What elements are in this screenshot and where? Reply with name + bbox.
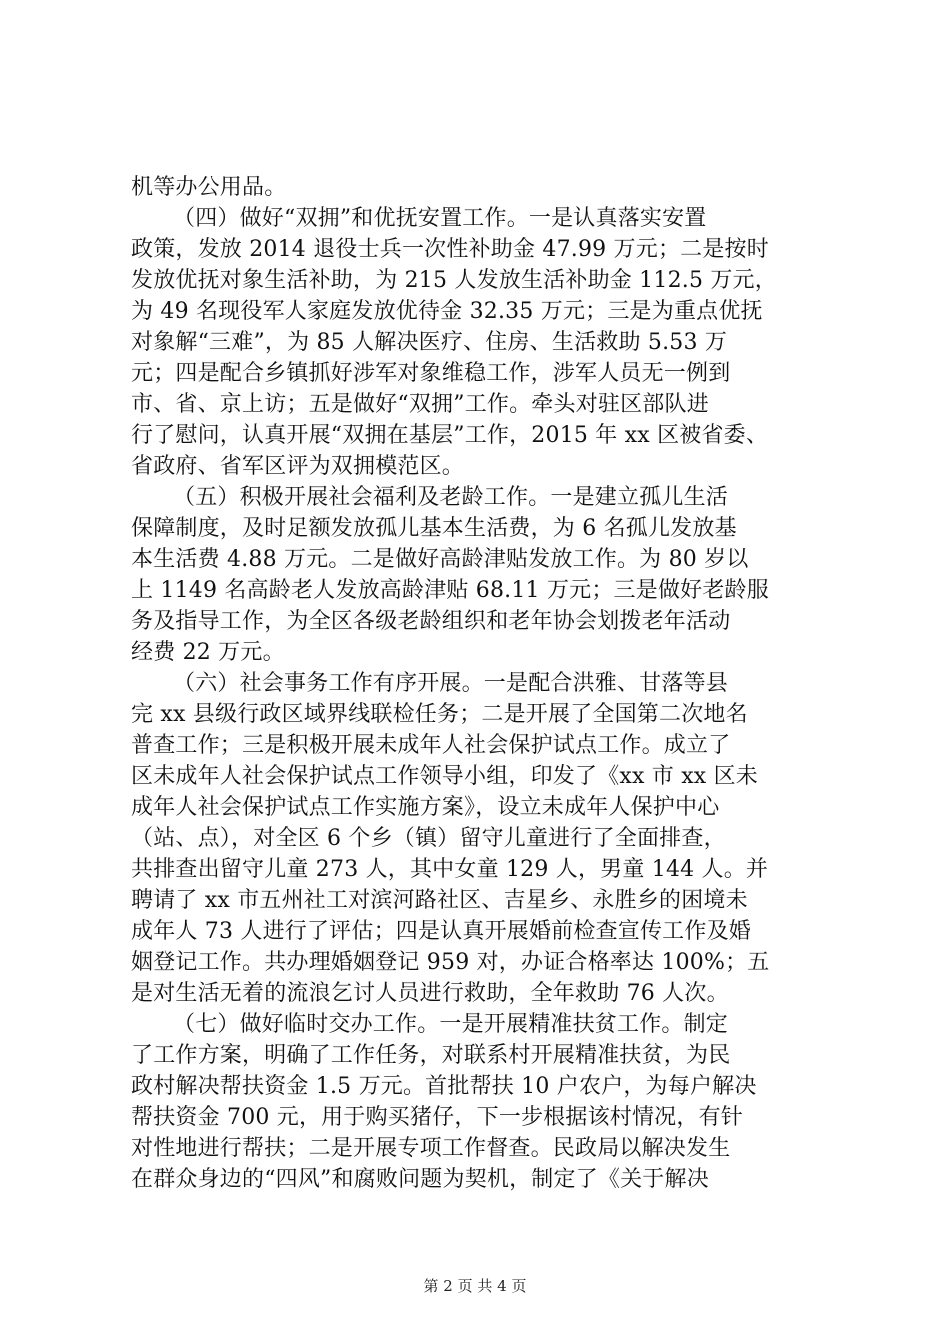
text-line: 政策，发放 2014 退役士兵一次性补助金 47.99 万元；二是按时 [131, 237, 769, 262]
text-line: 完 xx 县级行政区域界线联检任务；二是开展了全国第二次地名 [131, 702, 748, 727]
text-line: 聘请了 xx 市五州社工对滨河路社区、吉星乡、永胜乡的困境未 [131, 888, 748, 913]
text-line: 上 1149 名高龄老人发放高龄津贴 68.11 万元；三是做好老龄服 [131, 578, 769, 603]
text-line: 发放优抚对象生活补助，为 215 人发放生活补助金 112.5 万元， [131, 268, 777, 293]
text-line: 对性地进行帮扶；二是开展专项工作督查。民政局以解决发生 [131, 1136, 731, 1161]
page-footer: 第 2 页 共 4 页 [423, 1277, 527, 1295]
text-line: 本生活费 4.88 万元。二是做好高龄津贴发放工作。为 80 岁以 [131, 547, 749, 572]
text-line: 是对生活无着的流浪乞讨人员进行救助，全年救助 76 人次。 [131, 981, 729, 1006]
text-line: （站、点），对全区 6 个乡（镇）留守儿童进行了全面排查， [131, 826, 726, 851]
text-line: 保障制度，及时足额发放孤儿基本生活费，为 6 名孤儿发放基 [131, 516, 737, 541]
text-line: 市、省、京上访；五是做好“双拥”工作。牵头对驻区部队进 [131, 392, 709, 417]
document-body [131, 172, 831, 1195]
text-line: 务及指导工作，为全区各级老龄组织和老年协会划拨老年活动 [131, 609, 731, 634]
text-line: 帮扶资金 700 元，用于购买猪仔，下一步根据该村情况，有针 [131, 1105, 743, 1130]
text-line: 成年人社会保护试点工作实施方案》，设立未成年人保护中心 [131, 795, 720, 820]
text-line: 在群众身边的“四风”和腐败问题为契机，制定了《关于解决 [131, 1167, 709, 1192]
text-line: 姻登记工作。共办理婚姻登记 959 对，办证合格率达 100%；五 [131, 950, 770, 975]
text-line: （四）做好“双拥”和优抚安置工作。一是认真落实安置 [173, 206, 707, 231]
text-line: 了工作方案，明确了工作任务，对联系村开展精准扶贫，为民 [131, 1043, 731, 1068]
text-line: （五）积极开展社会福利及老龄工作。一是建立孤儿生活 [173, 485, 729, 510]
text-line: 为 49 名现役军人家庭发放优待金 32.35 万元；三是为重点优抚 [131, 299, 763, 324]
text-line: 对象解“三难”，为 85 人解决医疗、住房、生活救助 5.53 万 [131, 330, 728, 355]
text-line: 机等办公用品。 [131, 175, 287, 200]
text-line: 省政府、省军区评为双拥模范区。 [131, 454, 465, 479]
text-line: （六）社会事务工作有序开展。一是配合洪雅、甘落等县 [173, 671, 729, 696]
text-line: 共排查出留守儿童 273 人，其中女童 129 人，男童 144 人。并 [131, 857, 769, 882]
text-line: 经费 22 万元。 [131, 640, 285, 665]
text-line: 行了慰问，认真开展“双拥在基层”工作，2015 年 xx 区被省委、 [131, 423, 769, 448]
text-line: 成年人 73 人进行了评估；四是认真开展婚前检查宣传工作及婚 [131, 919, 751, 944]
text-line: 区未成年人社会保护试点工作领导小组，印发了《xx 市 xx 区未 [131, 764, 759, 789]
text-line: 元；四是配合乡镇抓好涉军对象维稳工作，涉军人员无一例到 [131, 361, 731, 386]
text-line: 政村解决帮扶资金 1.5 万元。首批帮扶 10 户农户，为每户解决 [131, 1074, 757, 1099]
text-line: 普查工作；三是积极开展未成年人社会保护试点工作。成立了 [131, 733, 731, 758]
text-line: （七）做好临时交办工作。一是开展精准扶贫工作。制定 [173, 1012, 729, 1037]
